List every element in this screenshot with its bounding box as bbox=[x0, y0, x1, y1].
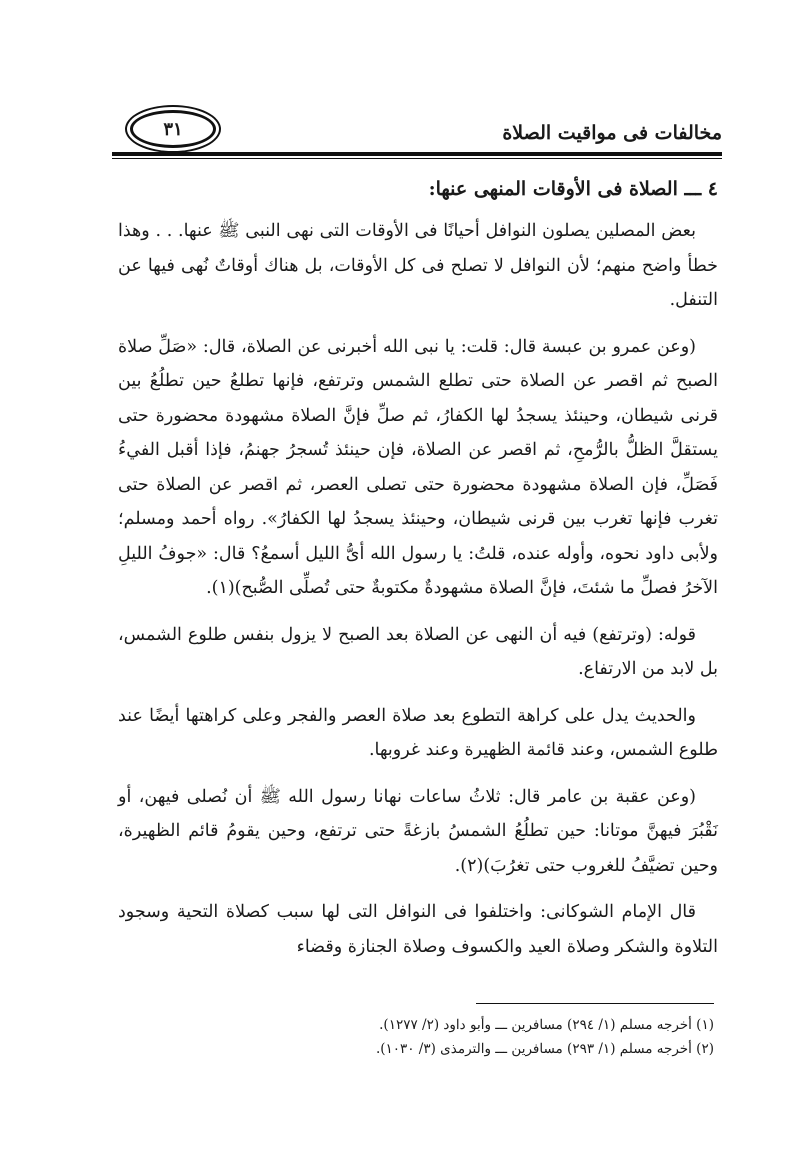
paragraph: قوله: (وترتفع) فيه أن النهى عن الصلاة بعد الصبح لا يزول بنفس طلوع الشمس، بل لابد من الارتفاع. bbox=[118, 624, 718, 679]
section-heading: ٤ ـــ الصلاة فى الأوقات المنهى عنها: bbox=[428, 178, 718, 200]
paragraph: (وعن عقبة بن عامر قال: ثلاثُ ساعات نهانا رسول الله ﷺ أن نُصلى فيهن، أو نَقْبُرَ فيهنَّ موتانا: حين تطلُعُ الشمسُ بازغةً حتى ترتفع، وحين يقومُ قائم الظهيرة، وحين تضيَّفُ للغروب حتى تغرُبَ)(٢). bbox=[118, 786, 718, 876]
footnote: (٢) أخرجه مسلم (١/ ٢٩٣) مسافرين ـــ والترمذى (٣/ ١٠٣٠). bbox=[375, 1041, 714, 1057]
running-head: مخالفات فى مواقيت الصلاة bbox=[502, 122, 722, 144]
footnote-separator bbox=[476, 1003, 714, 1004]
footnote: (١) أخرجه مسلم (١/ ٢٩٤) مسافرين ـــ وأبو داود (٢/ ١٢٧٧). bbox=[379, 1017, 714, 1033]
page-header bbox=[112, 108, 722, 156]
paragraph: (وعن عمرو بن عبسة قال: قلت: يا نبى الله أخبرنى عن الصلاة، قال: «صَلِّ صلاة الصبح ثم اقصر عن الصلاة حتى تطلع الشمس وترتفع، فإنها تطلعُ حين تطلُعُ بين قرنى شيطان، وحينئذ يسجدُ لها الكفارُ، ثم صلِّ فإنَّ الصلاة مشهودة محضورة حتى يستقلَّ الظلُّ بالرُّمحِ، ثم اقصر عن الصلاة، فإن حينئذ تُسجرُ جهنمُ، فإذا أقبل الفيءُ فَصَلِّ، فإن الصلاة مشهودة محضورة حتى تصلى العصر، ثم اقصر عن الصلاة حتى تغرب فإنها تغرب بين قرنى شيطان، وحينئذ يسجدُ لها الكفارُ». رواه أحمد ومسلم؛ ولأبى داود نحوه، وأوله عنده، قلتُ: يا رسول الله أىُّ الليل أسمعُ؟ قال: «جوفُ الليلِ الآخرُ فصلِّ ما شئتَ، فإنَّ الصلاة مشهودةٌ مكتوبةٌ حتى تُصلِّى الصُّبح)(١). bbox=[118, 336, 718, 598]
paragraph: قال الإمام الشوكانى: واختلفوا فى النوافل التى لها سبب كصلاة التحية وسجود التلاوة والشكر وصلاة العيد والكسوف وصلاة الجنازة وقضاء bbox=[118, 902, 718, 957]
paragraph: بعض المصلين يصلون النوافل أحيانًا فى الأوقات التى نهى النبى ﷺ عنها. . . وهذا خطأ واضح منهم؛ لأن النوافل لا تصلح فى كل الأوقات، بل هناك أوقاتٌ نُهى فيها عن التنفل. bbox=[118, 221, 718, 310]
footnotes bbox=[118, 1013, 714, 1061]
paragraph: والحديث يدل على كراهة التطوع بعد صلاة العصر والفجر وعلى كراهتها أيضًا عند طلوع الشمس، وعند قائمة الظهيرة وعند غروبها. bbox=[118, 705, 718, 760]
header-rule bbox=[112, 152, 722, 156]
page-number: ٣١ bbox=[130, 110, 216, 148]
header-rule-thin bbox=[112, 158, 722, 159]
page-body bbox=[118, 172, 718, 976]
